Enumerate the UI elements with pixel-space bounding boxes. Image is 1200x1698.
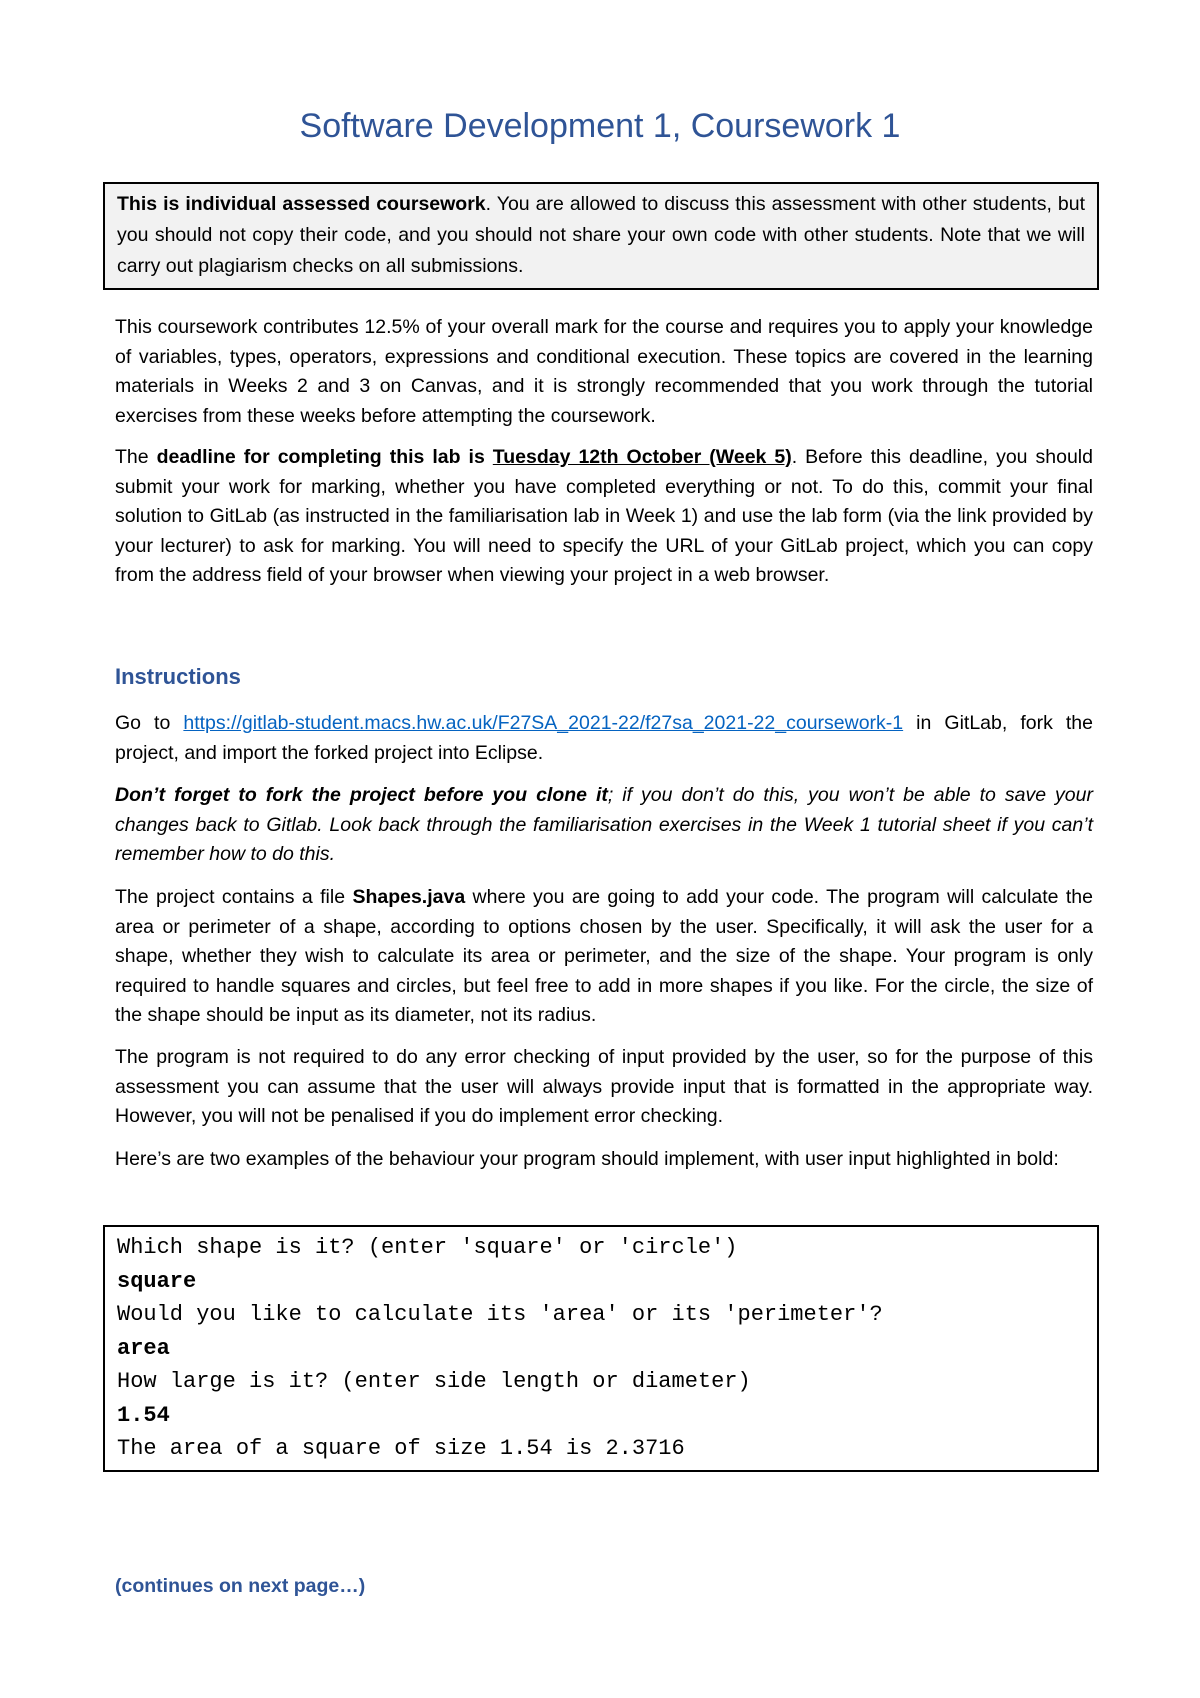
notice-text: . You are allowed to discuss this assessment with other students, but you should not copy their code, and you should not share your own code with other students. Note that we will carry out plagiarism checks on all submissions. (117, 193, 1085, 277)
shapes-file-name: Shapes.java (352, 886, 466, 908)
fork-warning-bold: Don’t forget to fork the project before you clone it (115, 784, 608, 806)
fork-warning-text: ; if you don’t do this, you won’t be able to save your changes back to Gitlab. Look back through the familiarisation exercises in the Week 1 tutorial sheet if you can’t remember how to do this. (115, 784, 1093, 865)
deadline-label: deadline for completing this lab is (156, 446, 493, 468)
goto-paragraph (115, 709, 1093, 768)
code-line-user-input: area (117, 1335, 170, 1361)
fork-warning-paragraph (115, 781, 1093, 870)
code-line-result: The area of a square of size 1.54 is 2.3716 (117, 1436, 685, 1461)
code-line-prompt-shape: Which shape is it? (enter 'square' or 'circle') (117, 1235, 738, 1260)
error-checking-paragraph: The program is not required to do any error checking of input provided by the user, so for the purpose of this assessment you can assume that the user will always provide input that is formatted in the appropriate way. However, you will not be penalised if you do implement error checking. (115, 1046, 1093, 1127)
deadline-paragraph (115, 443, 1093, 591)
project-prefix: The project contains a file (115, 886, 353, 908)
code-line-user-input: 1.54 (117, 1402, 170, 1428)
examples-intro-paragraph: Here’s are two examples of the behaviour your program should implement, with user input highlighted in bold: (115, 1148, 1059, 1170)
instructions-heading: Instructions (115, 664, 241, 689)
assessment-notice-box (103, 182, 1099, 290)
code-line-prompt-calc: Would you like to calculate its 'area' or its 'perimeter'? (117, 1302, 883, 1327)
example-code-box (103, 1225, 1099, 1472)
continues-note: (continues on next page…) (115, 1575, 366, 1597)
goto-prefix: Go to (115, 712, 184, 734)
deadline-prefix: The (115, 446, 157, 468)
notice-bold-text: This is individual assessed coursework (117, 193, 486, 215)
contribution-paragraph: This coursework contributes 12.5% of your overall mark for the course and requires you to apply your knowledge of variables, types, operators, expressions and conditional execution. These topics are covered in the learning materials in Weeks 2 and 3 on Canvas, and it is strongly recommended that you work through the tutorial exercises from these weeks before attempting the coursework. (115, 316, 1093, 427)
deadline-text: . Before this deadline, you should submit your work for marking, whether you have completed everything or not. To do this, commit your final solution to GitLab (as instructed in the familiarisation lab in Week 1) and use the lab form (via the link provided by your lecturer) to ask for marking. You will need to specify the URL of your GitLab project, which you can copy from the address field of your browser when viewing your project in a web browser. (115, 446, 1093, 586)
gitlab-project-link[interactable]: https://gitlab-student.macs.hw.ac.uk/F27SA_2021-22/f27sa_2021-22_coursework-1 (183, 712, 904, 734)
code-line-prompt-size: How large is it? (enter side length or diameter) (117, 1369, 751, 1394)
goto-text: in GitLab, fork the project, and import the forked project into Eclipse. (115, 712, 1093, 764)
project-text: where you are going to add your code. The program will calculate the area or perimeter of a shape, according to options chosen by the user. Specifically, it will ask the user for a shape, whether they wish to calculate its area or perimeter, and the size of the shape. Your program is only required to handle squares and circles, but feel free to add in more shapes if you like. For the circle, the size of the shape should be input as its diameter, not its radius. (115, 886, 1093, 1026)
page-title: Software Development 1, Coursework 1 (299, 107, 901, 145)
code-line-user-input: square (117, 1268, 197, 1294)
deadline-date: Tuesday 12th October (Week 5) (492, 446, 792, 468)
project-description-paragraph (115, 883, 1093, 1031)
